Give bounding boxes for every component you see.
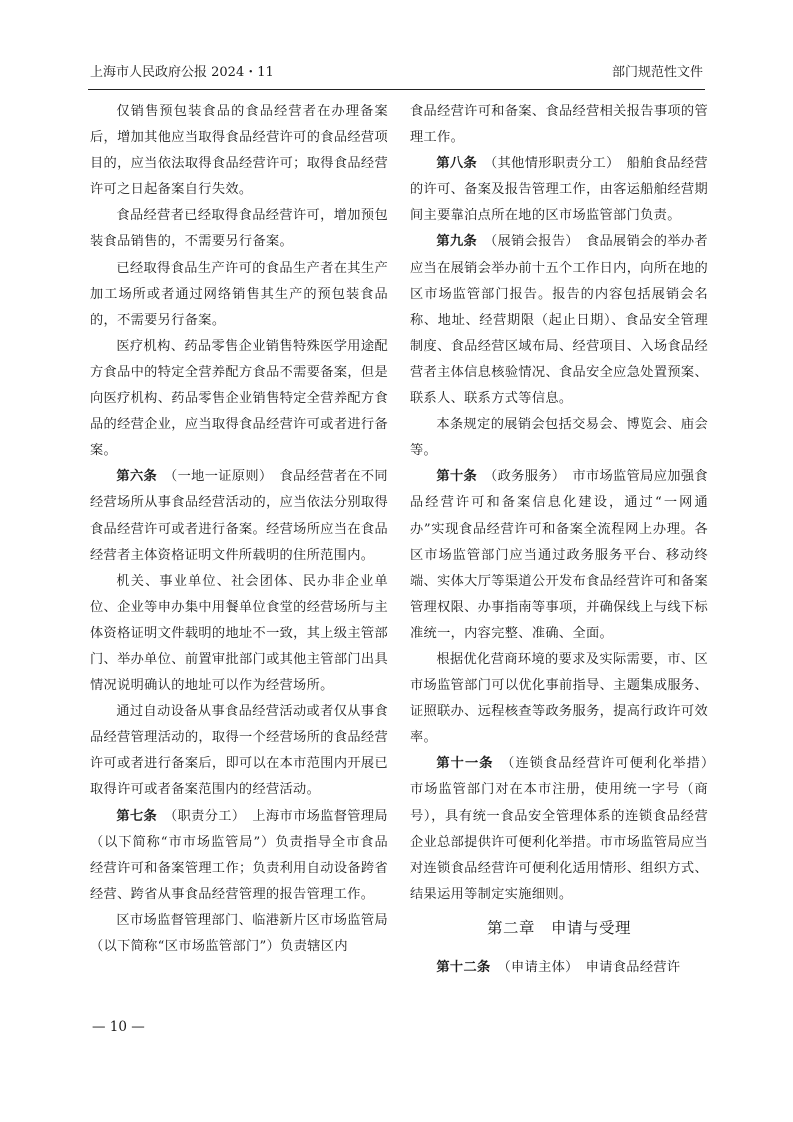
article-number: 第七条 bbox=[116, 808, 158, 824]
paragraph: 机关、事业单位、社会团体、民办非企业单位、企业等申办集中用餐单位食堂的经营场所与主体资格证明文件载明的地址不一致，其上级主管部门、举办单位、前置审批部门或其他主管部门出具情况说明确认的地址可以作为经营场所。 bbox=[90, 573, 388, 694]
paragraph: 食品经营者已经取得食品经营许可，增加预包装食品销售的，不需要另行备案。 bbox=[90, 208, 388, 250]
article-number: 第十二条 bbox=[436, 959, 491, 975]
paragraph: 仅销售预包装食品的食品经营者在办理备案后，增加其他应当取得食品经营许可的食品经营项目的，应当依法取得食品经营许可；取得食品经营许可之日起备案自行失效。 bbox=[90, 104, 388, 198]
chapter-heading: 第二章 申请与受理 bbox=[486, 918, 632, 937]
article-heading: （一地一证原则） bbox=[170, 469, 266, 485]
article-number: 第八条 bbox=[436, 156, 478, 172]
publication-title: 上海市人民政府公报 2024・11 bbox=[90, 65, 274, 80]
article-number: 第九条 bbox=[436, 234, 478, 250]
article-heading: （连锁食品经营许可便利化举措） bbox=[507, 756, 708, 772]
left-column bbox=[90, 99, 388, 960]
document-category: 部门规范性文件 bbox=[611, 65, 703, 80]
article-9: 第九条 （展销会报告） 食品展销会的举办者应当在展销会举办前十五个工作日内，向所在地的区市场监管部门报告。报告的内容包括展销会名称、地址、经营期限（起止日期）、食品安全管理制度、食品经营区域布局、经营项目、入场食品经营者主体信息核验情况、食品安全应急处置预案、联系人、联系方式等信息。 bbox=[410, 234, 708, 407]
header-rule bbox=[88, 89, 705, 90]
paragraph: 区市场监督管理部门、临港新片区市场监管局（以下简称“区市场监管部门”）负责辖区内 bbox=[90, 912, 388, 954]
article-11: 第十一条 （连锁食品经营许可便利化举措） 市场监管部门对在本市注册，使用统一字号（商号），具有统一食品安全管理体系的连锁食品经营企业总部提供许可便利化举措。市市场监管局应当对连锁食品经营许可便利化适用情形、组织方式、结果运用等制定实施细则。 bbox=[410, 756, 708, 902]
paragraph: 医疗机构、药品零售企业销售特殊医学用途配方食品中的特定全营养配方食品不需要备案，但是向医疗机构、药品零售企业销售特定全营养配方食品的经营企业，应当取得食品经营许可或者进行备案。 bbox=[90, 338, 388, 459]
article-10: 第十条 （政务服务） 市市场监管局应加强食品经营许可和备案信息化建设，通过“一网通办”实现食品经营许可和备案全流程网上办理。各区市场监管部门应当通过政务服务平台、移动终端、实体大厅等渠道公开发布食品经营许可和备案管理权限、办事指南等事项，并确保线上与线下标准统一，内容完整、准确、全面。 bbox=[410, 469, 708, 641]
article-heading: （职责分工） bbox=[170, 808, 239, 824]
paragraph: 食品经营许可和备案、食品经营相关报告事项的管理工作。 bbox=[410, 104, 708, 146]
article-6: 第六条 （一地一证原则） 食品经营者在不同经营场所从事食品经营活动的，应当依法分别取得食品经营许可或者进行备案。经营场所应当在食品经营者主体资格证明文件所载明的住所范围内。 bbox=[90, 469, 388, 563]
article-heading: （申请主体） bbox=[504, 959, 573, 975]
article-number: 第十条 bbox=[436, 469, 478, 485]
paragraph: 已经取得食品生产许可的食品生产者在其生产加工场所或者通过网络销售其生产的预包装食品的，不需要另行备案。 bbox=[90, 260, 388, 328]
article-number: 第六条 bbox=[116, 469, 158, 485]
article-7: 第七条 （职责分工） 上海市市场监督管理局（以下简称“市市场监管局”）负责指导全市食品经营许可和备案管理工作；负责利用自动设备跨省经营、跨省从事食品经营管理的报告管理工作。 bbox=[90, 808, 388, 902]
article-number: 第十一条 bbox=[436, 756, 494, 772]
right-column bbox=[410, 99, 708, 981]
article-12: 第十二条 （申请主体） 申请食品经营许 bbox=[436, 959, 681, 975]
page-number: — 10 — bbox=[92, 1019, 145, 1035]
paragraph: 通过自动设备从事食品经营活动或者仅从事食品经营管理活动的，取得一个经营场所的食品经营许可或者进行备案后，即可以在本市范围内开展已取得许可或者备案范围内的经营活动。 bbox=[90, 704, 388, 798]
article-8: 第八条 （其他情形职责分工） 船舶食品经营的许可、备案及报告管理工作，由客运船舶经营期间主要靠泊点所在地的区市场监管部门负责。 bbox=[410, 156, 708, 224]
article-heading: （政务服务） bbox=[490, 469, 559, 485]
paragraph: 根据优化营商环境的要求及实际需要，市、区市场监管部门可以优化事前指导、主题集成服务、证照联办、远程核查等政务服务，提高行政许可效率。 bbox=[410, 651, 708, 746]
paragraph: 本条规定的展销会包括交易会、博览会、庙会等。 bbox=[410, 417, 708, 459]
article-heading: （其他情形职责分工） bbox=[490, 156, 614, 172]
article-heading: （展销会报告） bbox=[490, 234, 573, 250]
